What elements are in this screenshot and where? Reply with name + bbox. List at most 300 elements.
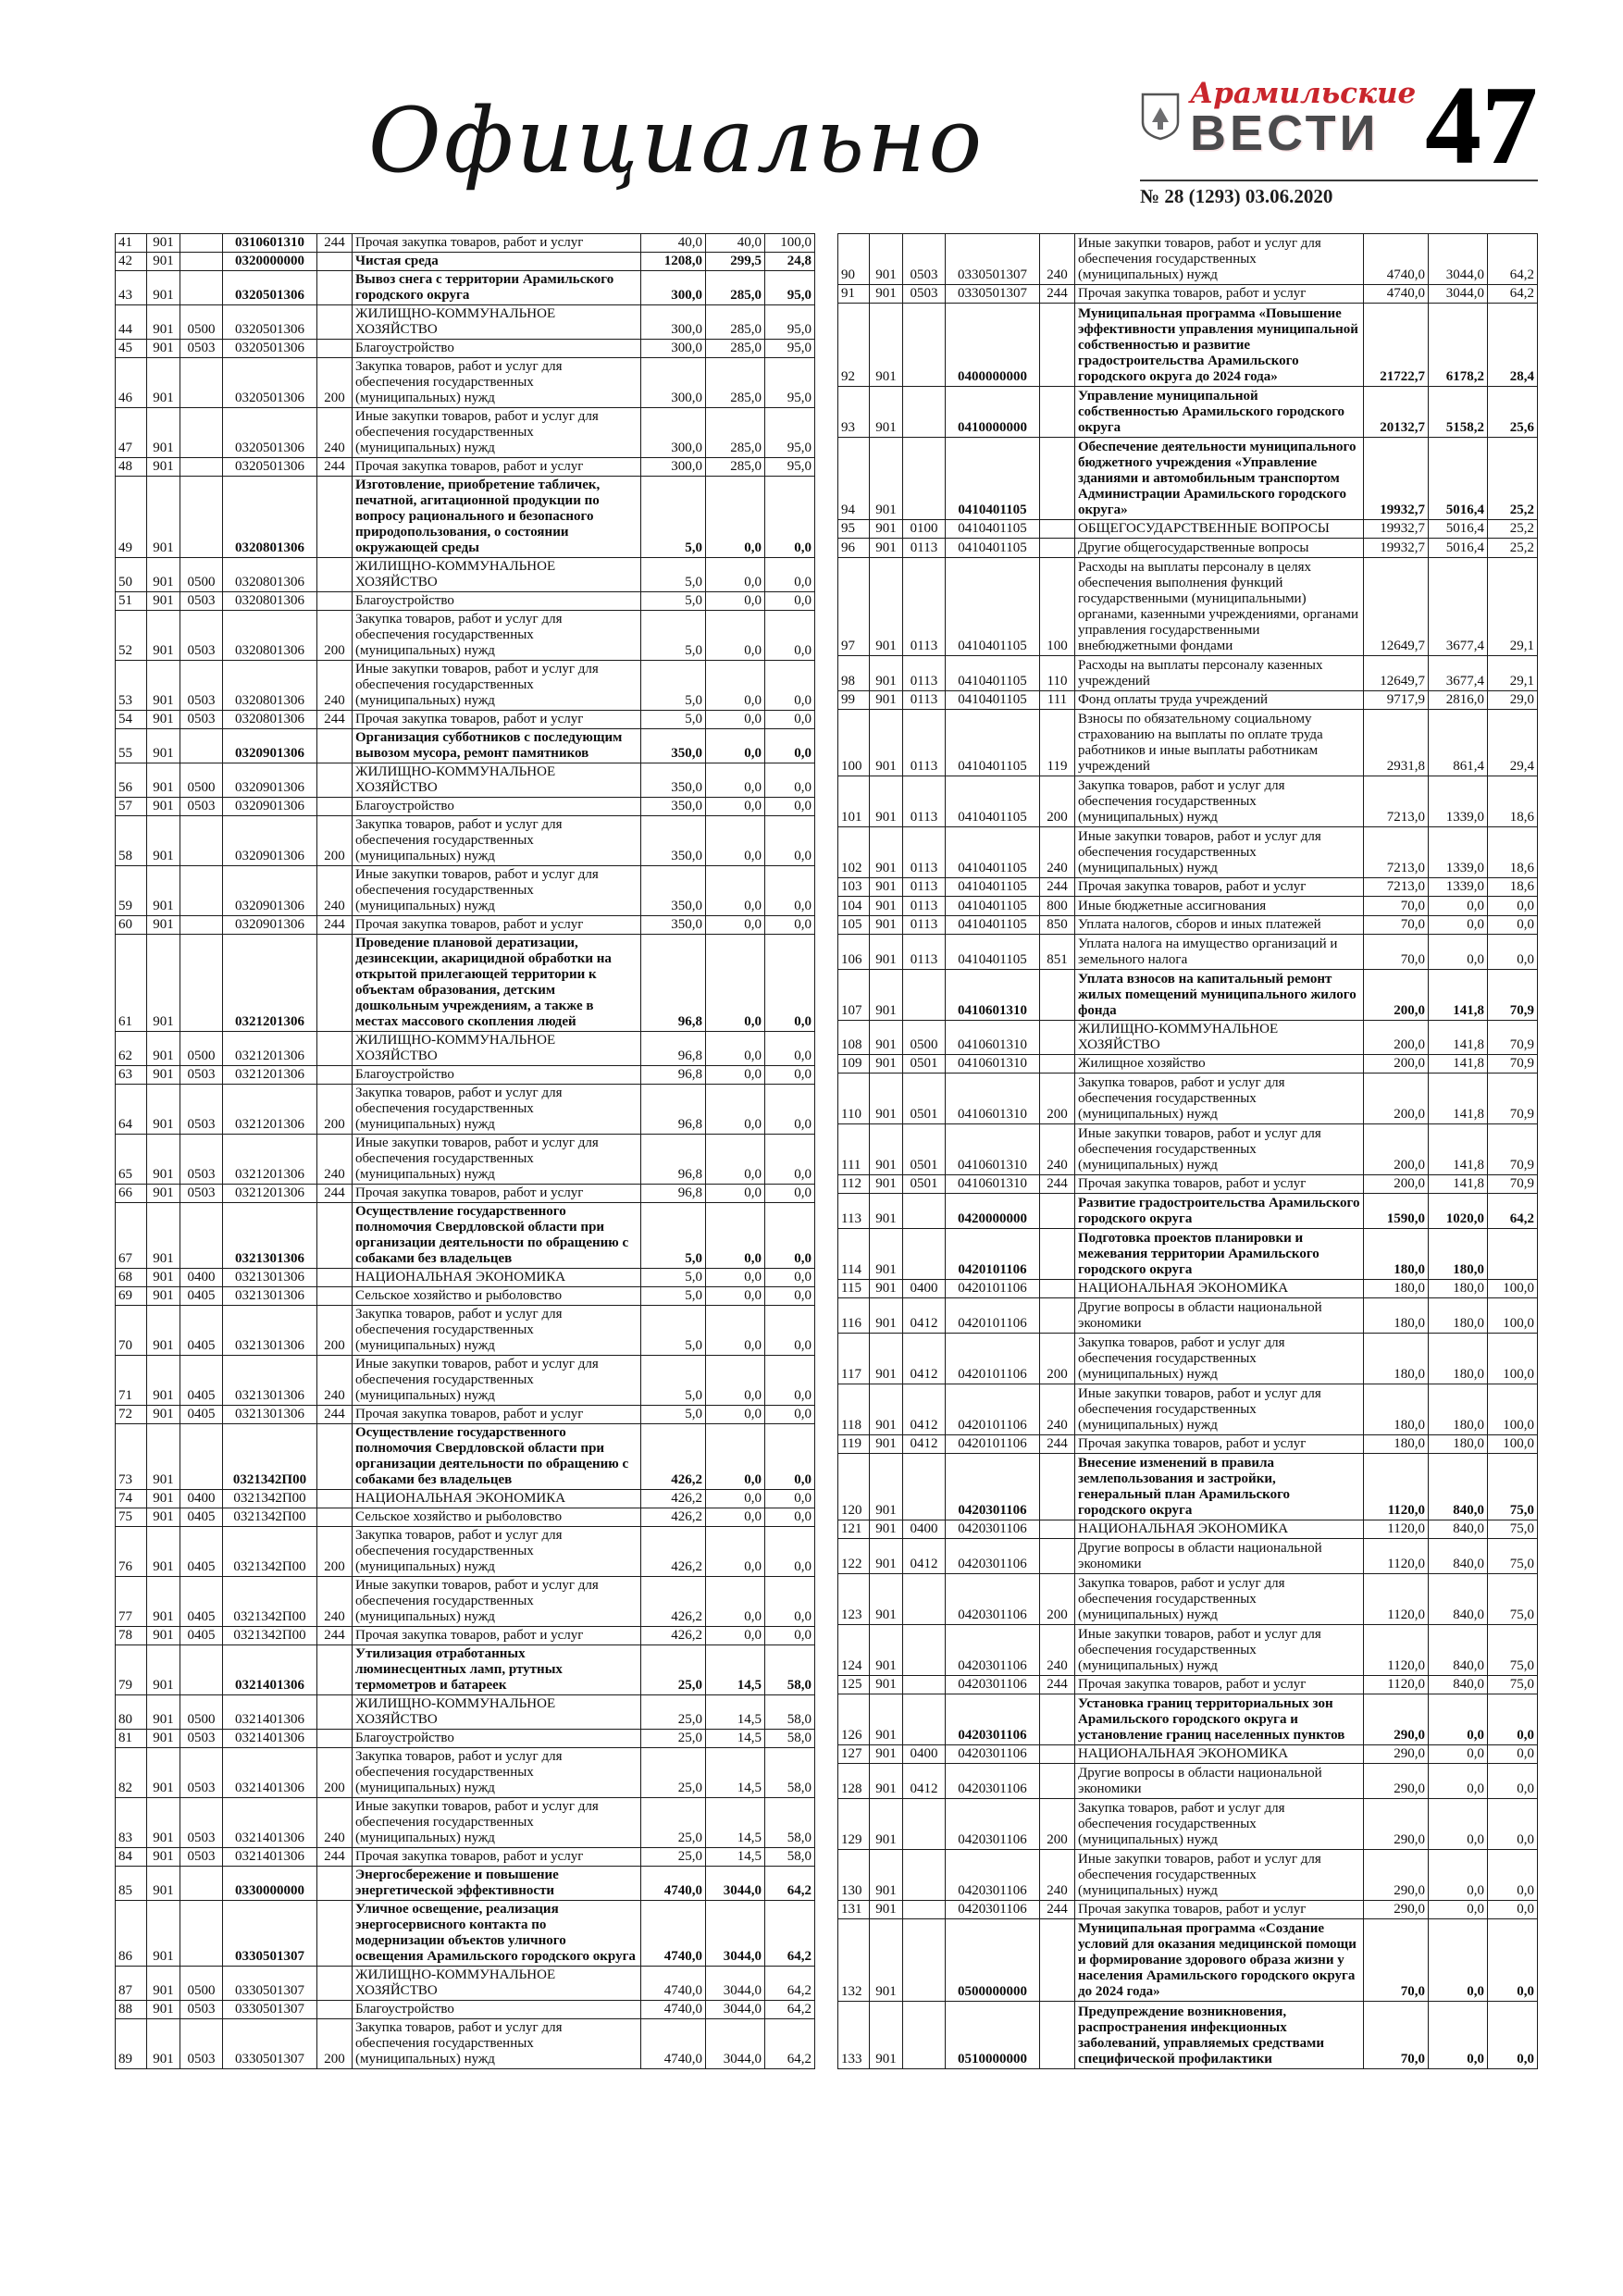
percent-cell: 28,4 xyxy=(1488,304,1538,386)
row-number-cell: 74 xyxy=(116,1490,147,1508)
name-cell: Энергосбережение и повышение энергетической эффективности xyxy=(353,1867,641,1901)
name-cell: Благоустройство xyxy=(353,592,641,611)
section-code-cell xyxy=(180,816,223,866)
table-row xyxy=(838,1918,1538,2001)
expense-type-cell xyxy=(317,1424,353,1490)
table-row xyxy=(116,816,815,866)
grbs-code-cell: 901 xyxy=(870,1175,903,1194)
grbs-code-cell: 901 xyxy=(870,519,903,538)
table-row xyxy=(116,1508,815,1527)
table-row xyxy=(116,935,815,1032)
percent-cell: 58,0 xyxy=(765,1730,815,1748)
grbs-code-cell: 901 xyxy=(870,1849,903,1900)
target-code-cell: 0400000000 xyxy=(946,304,1040,386)
approved-cell: 1120,0 xyxy=(1364,1573,1429,1624)
approved-cell: 350,0 xyxy=(641,763,706,798)
percent-cell: 18,6 xyxy=(1488,827,1538,878)
row-number-cell: 77 xyxy=(116,1577,147,1627)
approved-cell: 290,0 xyxy=(1364,1900,1429,1918)
percent-cell: 58,0 xyxy=(765,1798,815,1848)
executed-cell: 0,0 xyxy=(1429,1900,1488,1918)
executed-cell: 840,0 xyxy=(1429,1624,1488,1675)
section-code-cell: 0500 xyxy=(180,305,223,340)
executed-cell: 0,0 xyxy=(706,816,765,866)
executed-cell: 840,0 xyxy=(1429,1453,1488,1520)
executed-cell: 2816,0 xyxy=(1429,690,1488,709)
target-code-cell: 0320901306 xyxy=(223,763,317,798)
name-cell: ЖИЛИЩНО-КОММУНАЛЬНОЕ ХОЗЯЙСТВО xyxy=(353,1032,641,1066)
target-code-cell: 0321342П00 xyxy=(223,1627,317,1645)
section-code-cell: 0113 xyxy=(903,539,946,557)
name-cell: Муниципальная программа «Создание условий для оказания медицинской помощи и формирование здорового образа жизни у населения Арамильского городского округа до 2024 года» xyxy=(1075,1918,1364,2001)
target-code-cell: 0410401105 xyxy=(946,519,1040,538)
target-code-cell: 0410601310 xyxy=(946,1124,1040,1175)
percent-cell: 0,0 xyxy=(765,1085,815,1135)
name-cell: ЖИЛИЩНО-КОММУНАЛЬНОЕ ХОЗЯЙСТВО xyxy=(353,1967,641,2001)
table-row xyxy=(838,1333,1538,1384)
percent-cell: 0,0 xyxy=(1488,2002,1538,2069)
executed-cell: 0,0 xyxy=(706,592,765,611)
percent-cell: 95,0 xyxy=(765,358,815,408)
name-cell: Муниципальная программа «Повышение эффективности управления муниципальной собственностью и развитие градостроительства Арамильского городского округа до 2024 года» xyxy=(1075,304,1364,386)
name-cell: Уплата взносов на капитальный ремонт жилых помещений муниципального жилого фонда xyxy=(1075,969,1364,1020)
row-number-cell: 47 xyxy=(116,408,147,458)
name-cell: Закупка товаров, работ и услуг для обеспечения государственных (муниципальных) нужд xyxy=(353,2019,641,2069)
row-number-cell: 49 xyxy=(116,477,147,558)
target-code-cell: 0410401105 xyxy=(946,935,1040,970)
section-code-cell: 0113 xyxy=(903,776,946,827)
row-number-cell: 72 xyxy=(116,1406,147,1424)
target-code-cell: 0410401105 xyxy=(946,915,1040,934)
expense-type-cell: 244 xyxy=(317,916,353,935)
section-code-cell xyxy=(180,916,223,935)
section-code-cell: 0405 xyxy=(180,1527,223,1577)
name-cell: Иные бюджетные ассигнования xyxy=(1075,897,1364,915)
name-cell: Прочая закупка товаров, работ и услуг xyxy=(1075,1434,1364,1453)
percent-cell: 0,0 xyxy=(1488,1849,1538,1900)
approved-cell: 426,2 xyxy=(641,1527,706,1577)
target-code-cell: 0410401105 xyxy=(946,878,1040,897)
executed-cell: 840,0 xyxy=(1429,1675,1488,1694)
row-number-cell: 63 xyxy=(116,1066,147,1085)
table-row xyxy=(116,1356,815,1406)
table-row xyxy=(116,711,815,729)
percent-cell: 18,6 xyxy=(1488,878,1538,897)
grbs-code-cell: 901 xyxy=(870,2002,903,2069)
grbs-code-cell: 901 xyxy=(870,1298,903,1334)
approved-cell: 5,0 xyxy=(641,1306,706,1356)
grbs-code-cell: 901 xyxy=(870,969,903,1020)
approved-cell: 350,0 xyxy=(641,866,706,916)
expense-type-cell xyxy=(1040,1744,1075,1763)
section-code-cell: 0503 xyxy=(180,1730,223,1748)
expense-type-cell: 240 xyxy=(317,408,353,458)
approved-cell: 4740,0 xyxy=(641,1967,706,2001)
name-cell: Благоустройство xyxy=(353,340,641,358)
grbs-code-cell: 901 xyxy=(870,1694,903,1745)
target-code-cell: 0320801306 xyxy=(223,477,317,558)
section-code-cell: 0501 xyxy=(903,1055,946,1074)
percent-cell: 0,0 xyxy=(765,1185,815,1203)
table-row xyxy=(838,1124,1538,1175)
name-cell: ЖИЛИЩНО-КОММУНАЛЬНОЕ ХОЗЯЙСТВО xyxy=(353,1695,641,1730)
percent-cell: 95,0 xyxy=(765,271,815,305)
target-code-cell: 0410401105 xyxy=(946,827,1040,878)
table-row xyxy=(116,271,815,305)
grbs-code-cell: 901 xyxy=(870,284,903,303)
table-row xyxy=(838,1453,1538,1520)
table-row xyxy=(116,1269,815,1287)
section-code-cell: 0503 xyxy=(180,1066,223,1085)
name-cell: Управление муниципальной собственностью Арамильского городского округа xyxy=(1075,386,1364,437)
section-code-cell xyxy=(903,1229,946,1280)
table-row xyxy=(116,1424,815,1490)
approved-cell: 300,0 xyxy=(641,340,706,358)
name-cell: Прочая закупка товаров, работ и услуг xyxy=(1075,1675,1364,1694)
table-row xyxy=(116,340,815,358)
percent-cell: 0,0 xyxy=(765,866,815,916)
grbs-code-cell: 901 xyxy=(870,1194,903,1229)
percent-cell: 0,0 xyxy=(765,729,815,763)
grbs-code-cell: 901 xyxy=(147,358,180,408)
expense-type-cell: 851 xyxy=(1040,935,1075,970)
expense-type-cell: 200 xyxy=(1040,1573,1075,1624)
expense-type-cell xyxy=(317,798,353,816)
row-number-cell: 41 xyxy=(116,234,147,253)
approved-cell: 5,0 xyxy=(641,592,706,611)
approved-cell: 426,2 xyxy=(641,1508,706,1527)
row-number-cell: 88 xyxy=(116,2001,147,2019)
target-code-cell: 0310601310 xyxy=(223,234,317,253)
target-code-cell: 0410401105 xyxy=(946,557,1040,656)
approved-cell: 70,0 xyxy=(1364,2002,1429,2069)
name-cell: Фонд оплаты труда учреждений xyxy=(1075,690,1364,709)
approved-cell: 96,8 xyxy=(641,1135,706,1185)
grbs-code-cell: 901 xyxy=(870,897,903,915)
approved-cell: 350,0 xyxy=(641,798,706,816)
section-code-cell xyxy=(180,253,223,271)
grbs-code-cell: 901 xyxy=(147,763,180,798)
name-cell: Осуществление государственного полномочия Свердловской области при организации деятельности по обращению с собаками без владельцев xyxy=(353,1203,641,1269)
grbs-code-cell: 901 xyxy=(147,916,180,935)
table-row xyxy=(838,690,1538,709)
table-row xyxy=(116,916,815,935)
percent-cell: 29,1 xyxy=(1488,557,1538,656)
expense-type-cell: 850 xyxy=(1040,915,1075,934)
name-cell: Прочая закупка товаров, работ и услуг xyxy=(353,711,641,729)
target-code-cell: 0330501307 xyxy=(946,234,1040,285)
name-cell: Утилизация отработанных люминесцентных ламп, ртутных термометров и батареек xyxy=(353,1645,641,1695)
target-code-cell: 0320901306 xyxy=(223,916,317,935)
table-row xyxy=(116,408,815,458)
table-row xyxy=(116,234,815,253)
expense-type-cell xyxy=(1040,1279,1075,1297)
row-number-cell: 73 xyxy=(116,1424,147,1490)
section-code-cell xyxy=(180,1424,223,1490)
row-number-cell: 81 xyxy=(116,1730,147,1748)
name-cell: Чистая среда xyxy=(353,253,641,271)
section-code-cell xyxy=(180,458,223,477)
section-code-cell xyxy=(903,2002,946,2069)
row-number-cell: 108 xyxy=(838,1020,870,1055)
approved-cell: 4740,0 xyxy=(641,1867,706,1901)
executed-cell: 141,8 xyxy=(1429,1020,1488,1055)
row-number-cell: 83 xyxy=(116,1798,147,1848)
executed-cell: 3677,4 xyxy=(1429,557,1488,656)
expense-type-cell xyxy=(1040,1298,1075,1334)
target-code-cell: 0420301106 xyxy=(946,1624,1040,1675)
grbs-code-cell: 901 xyxy=(147,935,180,1032)
target-code-cell: 0410401105 xyxy=(946,776,1040,827)
executed-cell: 1339,0 xyxy=(1429,776,1488,827)
executed-cell: 0,0 xyxy=(1429,1918,1488,2001)
name-cell: Развитие градостроительства Арамильского городского округа xyxy=(1075,1194,1364,1229)
name-cell: Закупка товаров, работ и услуг для обеспечения государственных (муниципальных) нужд xyxy=(1075,1573,1364,1624)
section-code-cell: 0113 xyxy=(903,690,946,709)
name-cell: Благоустройство xyxy=(353,2001,641,2019)
grbs-code-cell: 901 xyxy=(147,1032,180,1066)
executed-cell: 840,0 xyxy=(1429,1520,1488,1539)
approved-cell: 4740,0 xyxy=(1364,284,1429,303)
section-code-cell xyxy=(180,271,223,305)
name-cell: Иные закупки товаров, работ и услуг для обеспечения государственных (муниципальных) нужд xyxy=(353,1356,641,1406)
row-number-cell: 131 xyxy=(838,1900,870,1918)
table-row xyxy=(838,1229,1538,1280)
approved-cell: 1208,0 xyxy=(641,253,706,271)
grbs-code-cell: 901 xyxy=(147,611,180,661)
percent-cell: 58,0 xyxy=(765,1848,815,1867)
name-cell: Сельское хозяйство и рыболовство xyxy=(353,1508,641,1527)
executed-cell: 141,8 xyxy=(1429,969,1488,1020)
section-title: Официально xyxy=(368,89,985,192)
row-number-cell: 112 xyxy=(838,1175,870,1194)
table-row xyxy=(116,1577,815,1627)
approved-cell: 19932,7 xyxy=(1364,539,1429,557)
row-number-cell: 68 xyxy=(116,1269,147,1287)
name-cell: НАЦИОНАЛЬНАЯ ЭКОНОМИКА xyxy=(353,1269,641,1287)
section-code-cell: 0405 xyxy=(180,1577,223,1627)
executed-cell: 0,0 xyxy=(706,798,765,816)
section-code-cell xyxy=(903,969,946,1020)
row-number-cell: 48 xyxy=(116,458,147,477)
target-code-cell: 0321401306 xyxy=(223,1645,317,1695)
approved-cell: 200,0 xyxy=(1364,1074,1429,1124)
expense-type-cell: 200 xyxy=(1040,776,1075,827)
table-row xyxy=(838,827,1538,878)
target-code-cell: 0410601310 xyxy=(946,1020,1040,1055)
expense-type-cell xyxy=(317,558,353,592)
percent-cell: 64,2 xyxy=(765,1967,815,2001)
expense-type-cell xyxy=(1040,539,1075,557)
grbs-code-cell: 901 xyxy=(870,878,903,897)
expense-type-cell xyxy=(317,305,353,340)
target-code-cell: 0321342П00 xyxy=(223,1577,317,1627)
section-code-cell: 0400 xyxy=(903,1279,946,1297)
section-code-cell: 0503 xyxy=(180,661,223,711)
name-cell: Подготовка проектов планировки и межевания территории Арамильского городского округа xyxy=(1075,1229,1364,1280)
row-number-cell: 101 xyxy=(838,776,870,827)
table-row xyxy=(116,1085,815,1135)
grbs-code-cell: 901 xyxy=(870,304,903,386)
row-number-cell: 66 xyxy=(116,1185,147,1203)
table-row xyxy=(116,2001,815,2019)
grbs-code-cell: 901 xyxy=(147,1695,180,1730)
executed-cell: 0,0 xyxy=(706,661,765,711)
executed-cell: 5016,4 xyxy=(1429,519,1488,538)
target-code-cell: 0420101106 xyxy=(946,1298,1040,1334)
target-code-cell: 0321201306 xyxy=(223,1066,317,1085)
section-code-cell: 0501 xyxy=(903,1074,946,1124)
grbs-code-cell: 901 xyxy=(870,1020,903,1055)
grbs-code-cell: 901 xyxy=(147,1203,180,1269)
approved-cell: 12649,7 xyxy=(1364,557,1429,656)
percent-cell: 0,0 xyxy=(1488,897,1538,915)
approved-cell: 7213,0 xyxy=(1364,878,1429,897)
name-cell: Иные закупки товаров, работ и услуг для обеспечения государственных (муниципальных) нужд xyxy=(1075,1849,1364,1900)
name-cell: Предупреждение возникновения, распространения инфекционных заболеваний, управляемых средствами специфической профилактики xyxy=(1075,2002,1364,2069)
approved-cell: 96,8 xyxy=(641,1032,706,1066)
executed-cell: 6178,2 xyxy=(1429,304,1488,386)
executed-cell: 285,0 xyxy=(706,271,765,305)
expense-type-cell: 244 xyxy=(1040,1675,1075,1694)
percent-cell: 100,0 xyxy=(1488,1333,1538,1384)
row-number-cell: 43 xyxy=(116,271,147,305)
section-code-cell: 0113 xyxy=(903,878,946,897)
expense-type-cell: 200 xyxy=(1040,1333,1075,1384)
target-code-cell: 0420301106 xyxy=(946,1744,1040,1763)
expense-type-cell xyxy=(317,1967,353,2001)
executed-cell: 0,0 xyxy=(706,1185,765,1203)
expense-type-cell xyxy=(317,1287,353,1306)
expense-type-cell xyxy=(317,729,353,763)
executed-cell: 0,0 xyxy=(706,711,765,729)
executed-cell: 3044,0 xyxy=(706,1967,765,2001)
approved-cell: 300,0 xyxy=(641,458,706,477)
row-number-cell: 125 xyxy=(838,1675,870,1694)
name-cell: Иные закупки товаров, работ и услуг для обеспечения государственных (муниципальных) нужд xyxy=(353,408,641,458)
executed-cell: 285,0 xyxy=(706,408,765,458)
expense-type-cell xyxy=(1040,386,1075,437)
table-row xyxy=(838,935,1538,970)
approved-cell: 200,0 xyxy=(1364,1055,1429,1074)
percent-cell: 75,0 xyxy=(1488,1520,1538,1539)
expense-type-cell: 244 xyxy=(317,1627,353,1645)
executed-cell: 0,0 xyxy=(1429,1744,1488,1763)
name-cell: Прочая закупка товаров, работ и услуг xyxy=(1075,1175,1364,1194)
grbs-code-cell: 901 xyxy=(147,2019,180,2069)
target-code-cell: 0330501307 xyxy=(946,284,1040,303)
approved-cell: 1120,0 xyxy=(1364,1675,1429,1694)
name-cell: Прочая закупка товаров, работ и услуг xyxy=(353,1848,641,1867)
target-code-cell: 0420301106 xyxy=(946,1849,1040,1900)
expense-type-cell: 200 xyxy=(317,1085,353,1135)
percent-cell: 0,0 xyxy=(765,1577,815,1627)
target-code-cell: 0320801306 xyxy=(223,661,317,711)
executed-cell: 299,5 xyxy=(706,253,765,271)
expense-type-cell: 240 xyxy=(317,1798,353,1848)
expense-type-cell: 244 xyxy=(1040,1900,1075,1918)
approved-cell: 7213,0 xyxy=(1364,776,1429,827)
target-code-cell: 0321401306 xyxy=(223,1848,317,1867)
table-row xyxy=(838,557,1538,656)
row-number-cell: 119 xyxy=(838,1434,870,1453)
row-number-cell: 111 xyxy=(838,1124,870,1175)
executed-cell: 0,0 xyxy=(706,611,765,661)
approved-cell: 180,0 xyxy=(1364,1333,1429,1384)
grbs-code-cell: 901 xyxy=(870,1764,903,1799)
expense-type-cell: 244 xyxy=(317,234,353,253)
table-row xyxy=(838,1520,1538,1539)
row-number-cell: 54 xyxy=(116,711,147,729)
approved-cell: 96,8 xyxy=(641,1085,706,1135)
percent-cell: 70,9 xyxy=(1488,1074,1538,1124)
approved-cell: 19932,7 xyxy=(1364,437,1429,519)
expense-type-cell xyxy=(1040,1055,1075,1074)
percent-cell: 0,0 xyxy=(765,1406,815,1424)
approved-cell: 180,0 xyxy=(1364,1279,1429,1297)
name-cell: Осуществление государственного полномочия Свердловской области при организации деятельности по обращению с собаками без владельцев xyxy=(353,1424,641,1490)
percent-cell: 0,0 xyxy=(765,1356,815,1406)
name-cell: НАЦИОНАЛЬНАЯ ЭКОНОМИКА xyxy=(1075,1520,1364,1539)
section-code-cell xyxy=(180,729,223,763)
row-number-cell: 128 xyxy=(838,1764,870,1799)
expense-type-cell: 244 xyxy=(317,711,353,729)
name-cell: Уплата налогов, сборов и иных платежей xyxy=(1075,915,1364,934)
section-code-cell: 0503 xyxy=(903,234,946,285)
expense-type-cell: 240 xyxy=(317,1577,353,1627)
expense-type-cell xyxy=(317,477,353,558)
target-code-cell: 0321301306 xyxy=(223,1203,317,1269)
target-code-cell: 0330501307 xyxy=(223,2019,317,2069)
row-number-cell: 45 xyxy=(116,340,147,358)
approved-cell: 70,0 xyxy=(1364,897,1429,915)
grbs-code-cell: 901 xyxy=(870,1434,903,1453)
expense-type-cell xyxy=(1040,437,1075,519)
table-row xyxy=(838,1900,1538,1918)
row-number-cell: 85 xyxy=(116,1867,147,1901)
executed-cell: 0,0 xyxy=(706,729,765,763)
grbs-code-cell: 901 xyxy=(870,234,903,285)
target-code-cell: 0321301306 xyxy=(223,1406,317,1424)
grbs-code-cell: 901 xyxy=(870,1453,903,1520)
approved-cell: 70,0 xyxy=(1364,915,1429,934)
grbs-code-cell: 901 xyxy=(147,1490,180,1508)
name-cell: Иные закупки товаров, работ и услуг для обеспечения государственных (муниципальных) нужд xyxy=(353,866,641,916)
percent-cell: 25,2 xyxy=(1488,539,1538,557)
target-code-cell: 0321342П00 xyxy=(223,1508,317,1527)
percent-cell: 64,2 xyxy=(1488,284,1538,303)
expense-type-cell: 240 xyxy=(1040,234,1075,285)
expense-type-cell: 244 xyxy=(1040,284,1075,303)
coat-of-arms-icon xyxy=(1140,93,1181,141)
percent-cell: 0,0 xyxy=(765,1508,815,1527)
percent-cell: 100,0 xyxy=(1488,1298,1538,1334)
expense-type-cell: 244 xyxy=(317,1848,353,1867)
section-code-cell: 0503 xyxy=(180,2019,223,2069)
target-code-cell: 0320801306 xyxy=(223,611,317,661)
grbs-code-cell: 901 xyxy=(870,1918,903,2001)
target-code-cell: 0410000000 xyxy=(946,386,1040,437)
percent-cell: 75,0 xyxy=(1488,1539,1538,1574)
executed-cell: 0,0 xyxy=(1429,1798,1488,1849)
target-code-cell: 0321342П00 xyxy=(223,1424,317,1490)
approved-cell: 5,0 xyxy=(641,558,706,592)
row-number-cell: 130 xyxy=(838,1849,870,1900)
grbs-code-cell: 901 xyxy=(870,776,903,827)
target-code-cell: 0420301106 xyxy=(946,1520,1040,1539)
name-cell: Благоустройство xyxy=(353,1730,641,1748)
target-code-cell: 0420301106 xyxy=(946,1573,1040,1624)
